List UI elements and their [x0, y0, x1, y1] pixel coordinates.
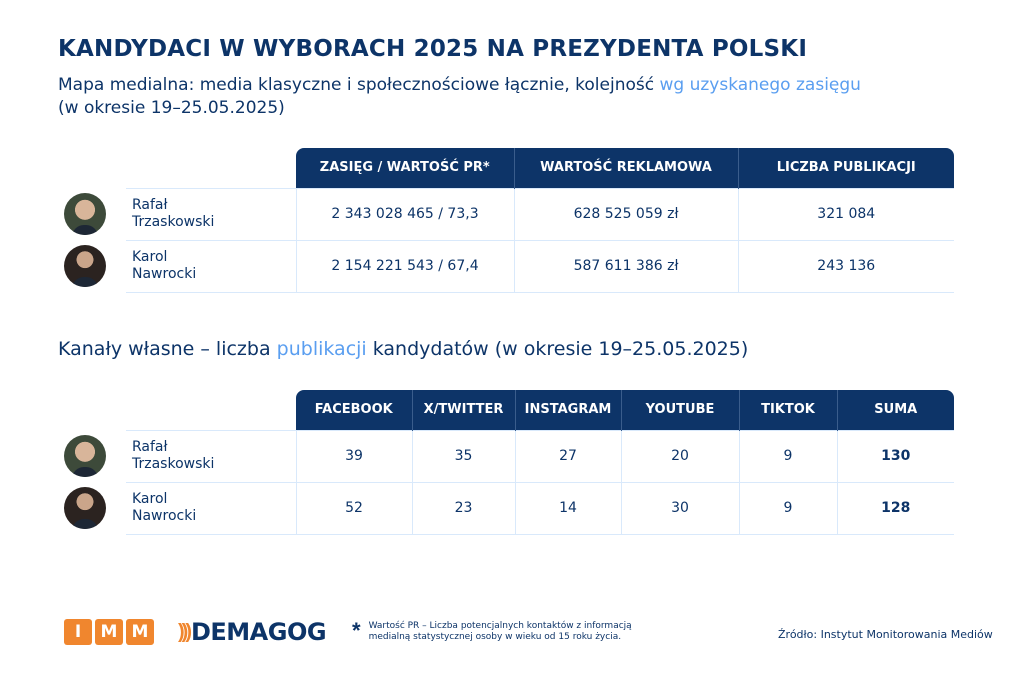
- imm-letter: M: [126, 619, 154, 645]
- publications-value: 321 084: [738, 188, 954, 240]
- header-ad-value: WARTOŚĆ REKLAMOWA: [514, 148, 738, 188]
- avatar-trzaskowski: [64, 193, 106, 235]
- demagog-logo: [178, 618, 326, 646]
- avatar-trzaskowski: [64, 435, 106, 477]
- sum-count: 128: [837, 482, 954, 534]
- footnote-text: Wartość PR – Liczba potencjalnych kontaktów z informacją medialną statystycznej osoby w wieku od 15 roku życia.: [368, 621, 632, 642]
- footnote: [352, 618, 669, 643]
- section-title-own-channels: Kanały własne – liczba publikacji kandydatów (w okresie 19–25.05.2025): [58, 338, 749, 360]
- youtube-count: 20: [621, 430, 739, 482]
- facebook-count: 52: [296, 482, 412, 534]
- imm-logo: [64, 619, 154, 645]
- table-row: [58, 188, 954, 240]
- signal-waves-icon: ))): [178, 620, 189, 643]
- candidate-name: Karol Nawrocki: [126, 482, 296, 534]
- header-twitter: X/TWITTER: [412, 390, 515, 430]
- source-label: Źródło: Instytut Monitorowania Mediów: [778, 628, 993, 641]
- table-row: [58, 430, 954, 482]
- media-map-table: [58, 148, 954, 293]
- twitter-count: 35: [412, 430, 515, 482]
- header-publications: LICZBA PUBLIKACJI: [738, 148, 954, 188]
- subtitle-period: (w okresie 19–25.05.2025): [58, 98, 285, 118]
- header-tiktok: TIKTOK: [739, 390, 837, 430]
- instagram-count: 14: [515, 482, 621, 534]
- subtitle-text: Mapa medialna: media klasyczne i społecznościowe łącznie, kolejność: [58, 75, 660, 95]
- ad-value: 628 525 059 zł: [514, 188, 738, 240]
- header-youtube: YOUTUBE: [621, 390, 739, 430]
- imm-letter: I: [64, 619, 92, 645]
- youtube-count: 30: [621, 482, 739, 534]
- publications-value: 243 136: [738, 240, 954, 292]
- page-title: KANDYDACI W WYBORACH 2025 NA PREZYDENTA POLSKI: [58, 36, 808, 62]
- header-sum: SUMA: [837, 390, 954, 430]
- page-subtitle: [58, 74, 998, 120]
- tiktok-count: 9: [739, 430, 837, 482]
- candidate-name: Rafał Trzaskowski: [126, 188, 296, 240]
- header-instagram: INSTAGRAM: [515, 390, 621, 430]
- reach-value: 2 343 028 465 / 73,3: [296, 188, 514, 240]
- sum-count: 130: [837, 430, 954, 482]
- tiktok-count: 9: [739, 482, 837, 534]
- candidate-name: Rafał Trzaskowski: [126, 430, 296, 482]
- imm-letter: M: [95, 619, 123, 645]
- table-row: [58, 482, 954, 534]
- instagram-count: 27: [515, 430, 621, 482]
- subtitle-accent: wg uzyskanego zasięgu: [659, 75, 861, 95]
- reach-value: 2 154 221 543 / 67,4: [296, 240, 514, 292]
- demagog-wordmark: DEMAGOG: [190, 618, 327, 646]
- twitter-count: 23: [412, 482, 515, 534]
- table-row: [58, 240, 954, 292]
- own-channels-table: [58, 390, 954, 535]
- header-reach: ZASIĘG / WARTOŚĆ PR*: [296, 148, 514, 188]
- header-facebook: FACEBOOK: [296, 390, 412, 430]
- ad-value: 587 611 386 zł: [514, 240, 738, 292]
- asterisk-icon: *: [352, 618, 361, 643]
- candidate-name: Karol Nawrocki: [126, 240, 296, 292]
- facebook-count: 39: [296, 430, 412, 482]
- avatar-nawrocki: [64, 245, 106, 287]
- avatar-nawrocki: [64, 487, 106, 529]
